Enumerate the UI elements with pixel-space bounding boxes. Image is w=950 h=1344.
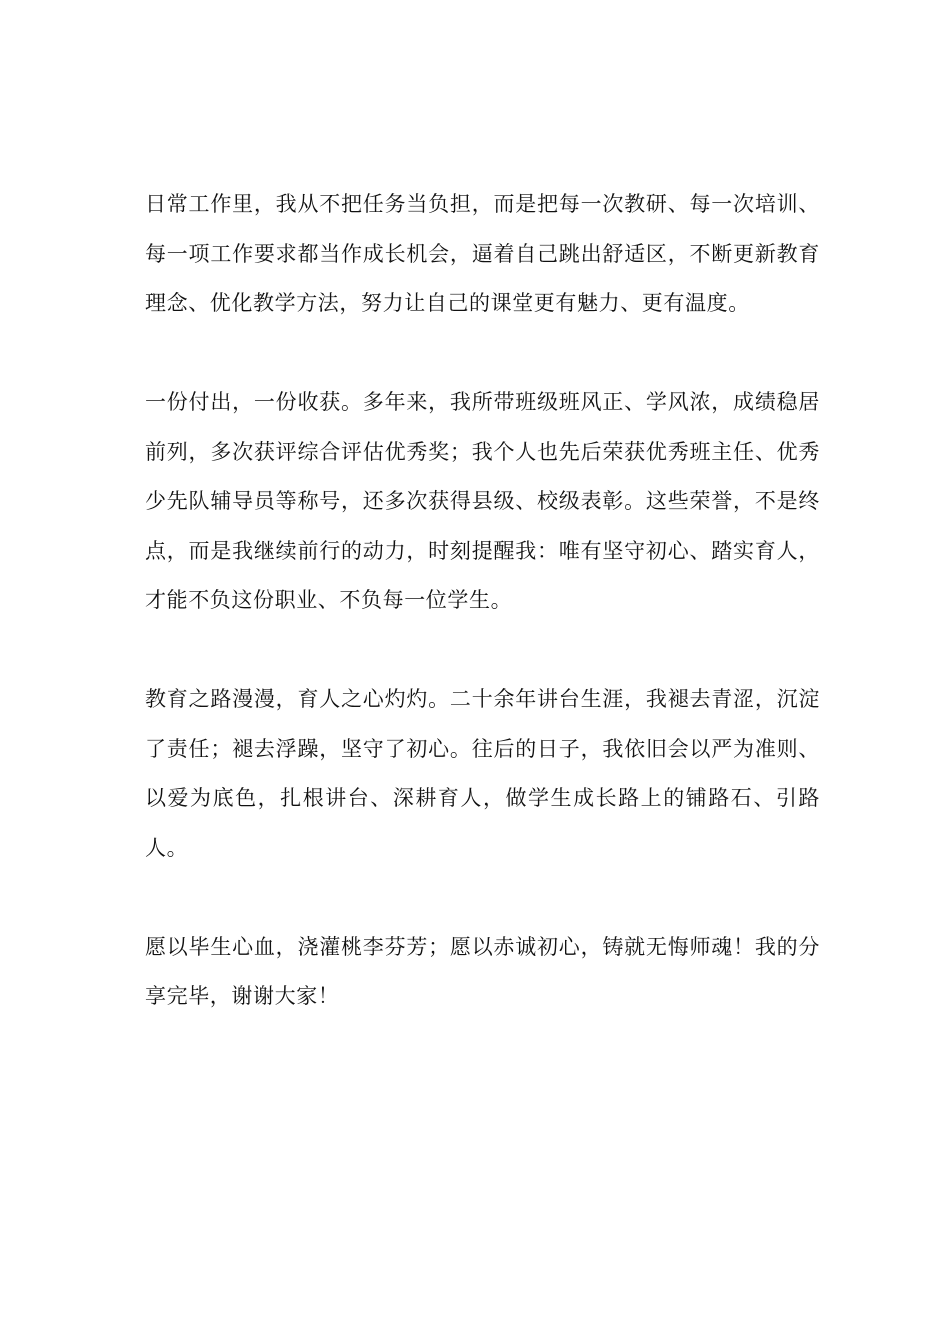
document-body [145, 180, 820, 1022]
paragraph-spacer [145, 873, 820, 923]
paragraph-daily-work: 日常工作里，我从不把任务当负担，而是把每一次教研、每一次培训、每一项工作要求都当作成长机会，逼着自己跳出舒适区，不断更新教育理念、优化教学方法，努力让自己的课堂更有魅力、更有温度。 [145, 192, 820, 315]
paragraph-spacer [145, 329, 820, 379]
paragraph-spacer [145, 626, 820, 676]
paragraph-reflection: 教育之路漫漫，育人之心灼灼。二十余年讲台生涯，我褪去青涩，沉淀了责任；褪去浮躁，坚守了初心。往后的日子，我依旧会以严为准则、以爱为底色，扎根讲台、深耕育人，做学生成长路上的铺路石、引路人。 [145, 687, 820, 860]
paragraph-achievements: 一份付出，一份收获。多年来，我所带班级班风正、学风浓，成绩稳居前列，多次获评综合评估优秀奖；我个人也先后荣获优秀班主任、优秀少先队辅导员等称号，还多次获得县级、校级表彰。这些荣誉，不是终点，而是我继续前行的动力，时刻提醒我：唯有坚守初心、踏实育人，才能不负这份职业、不负每一位学生。 [145, 390, 820, 612]
paragraph-closing: 愿以毕生心血，浇灌桃李芬芳；愿以赤诚初心，铸就无悔师魂！我的分享完毕，谢谢大家！ [145, 934, 820, 1008]
